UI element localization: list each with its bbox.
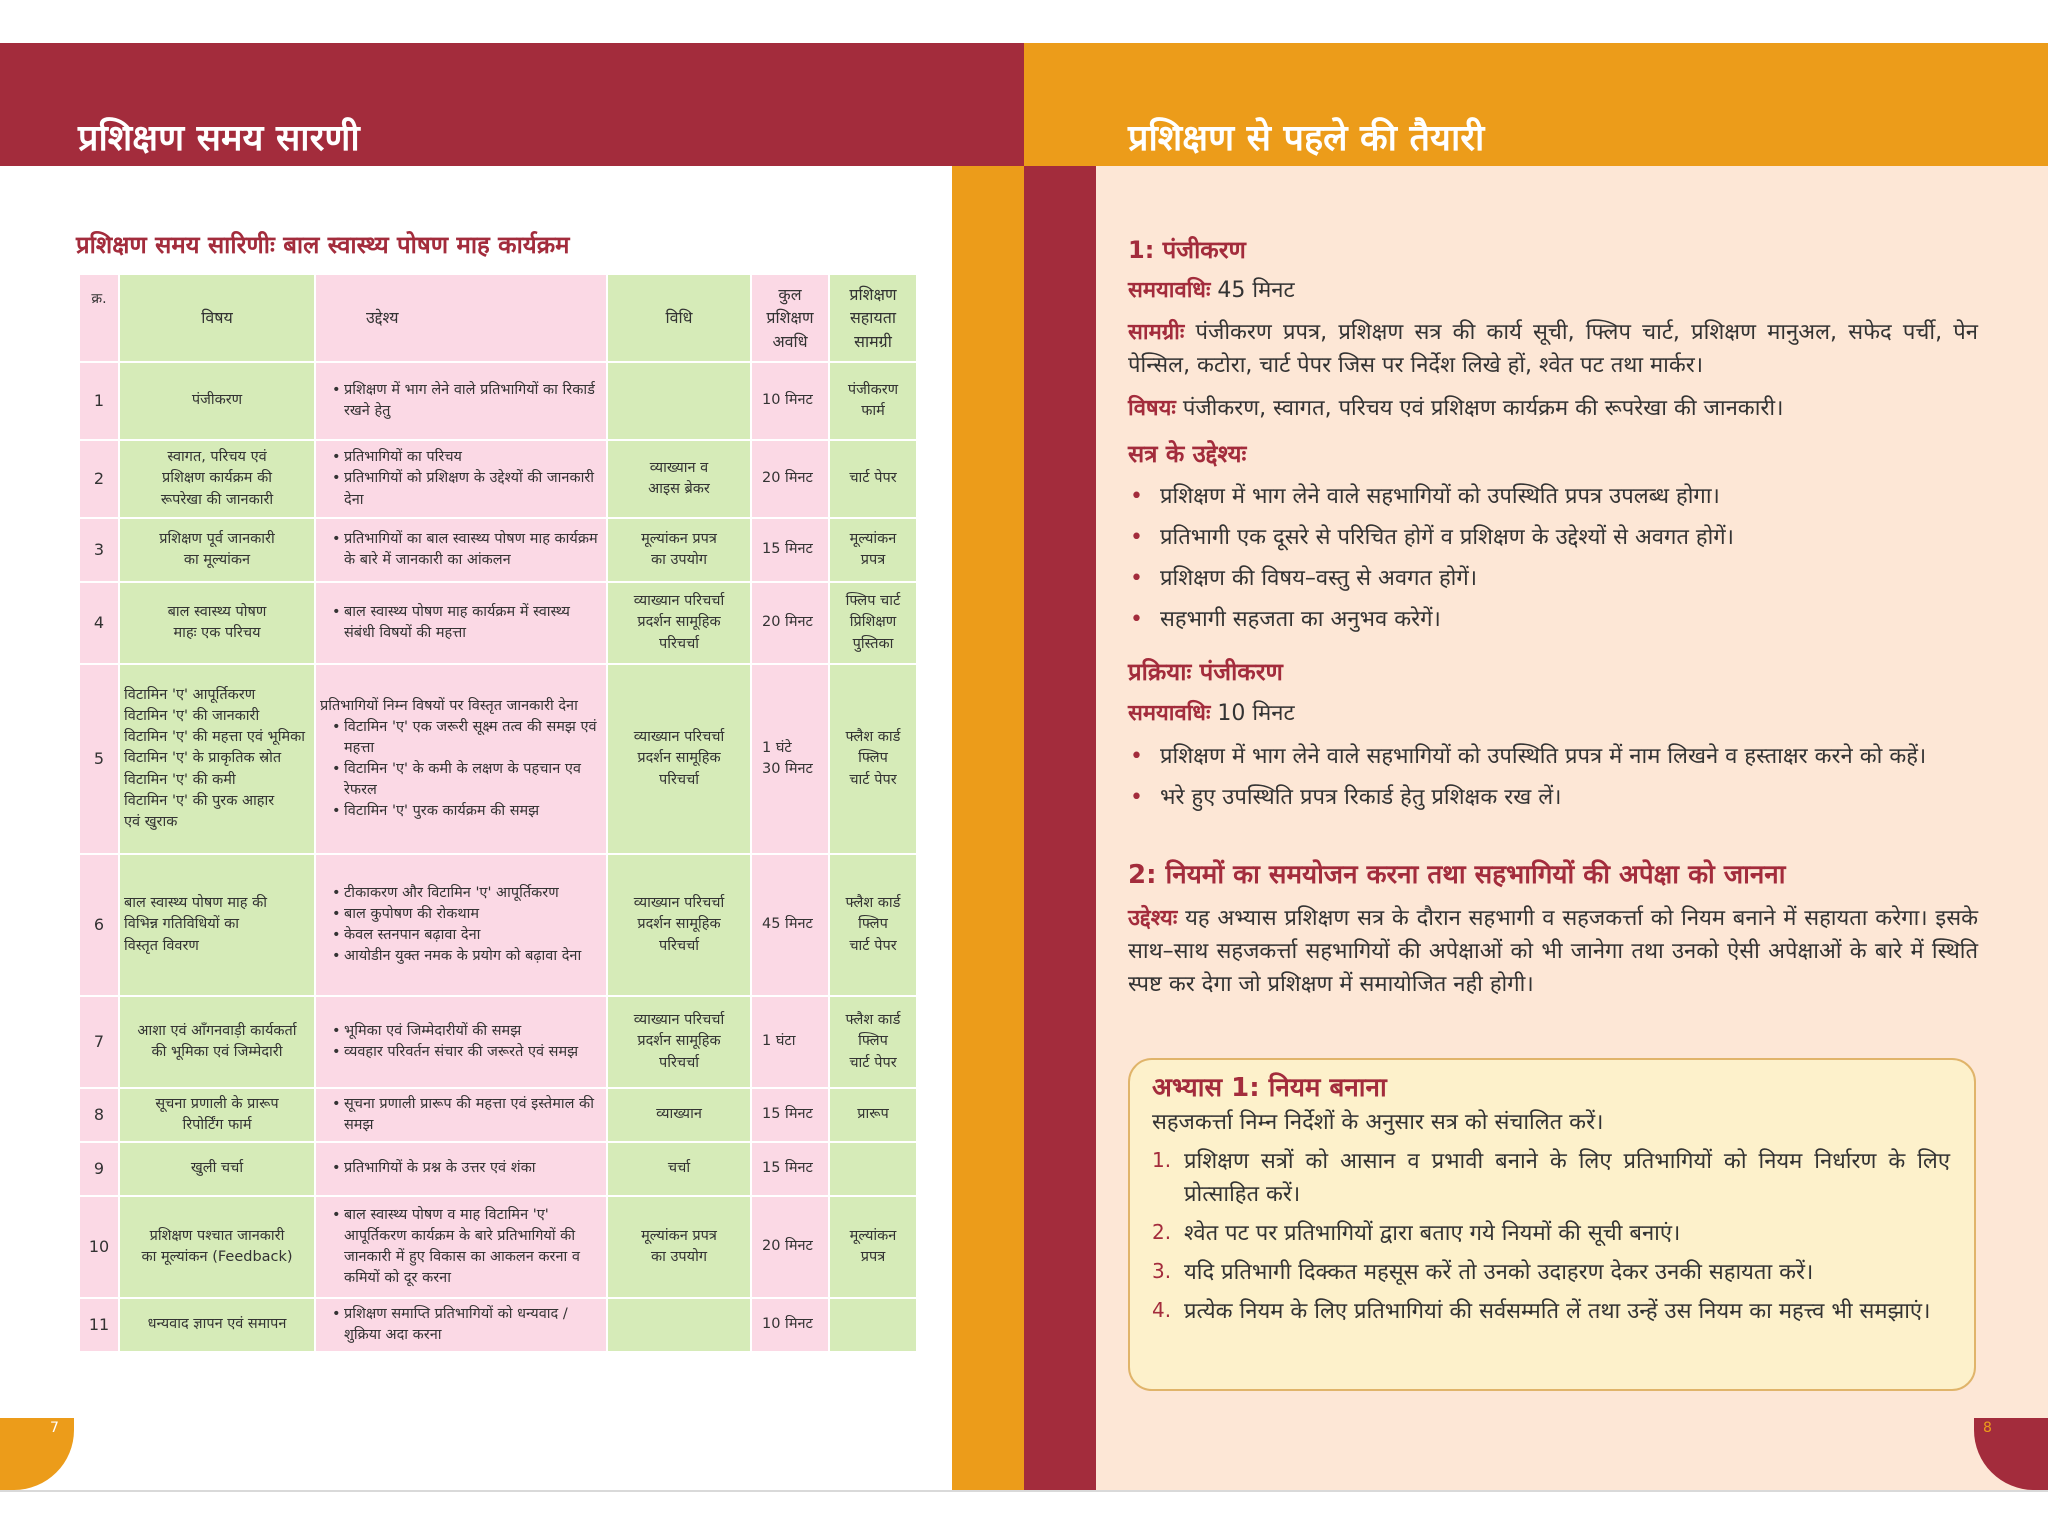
row-material: मूल्यांकन प्रपत्र — [829, 518, 917, 582]
schedule-table-body — [79, 362, 917, 1352]
left-page-title: प्रशिक्षण समय सारणी — [78, 118, 360, 159]
left-page-number: 7 — [50, 1420, 59, 1436]
section-1-duration: समयावधिः 45 मिनट — [1128, 278, 1295, 303]
row-number: 11 — [79, 1298, 119, 1352]
row-subject: प्रशिक्षण पूर्व जानकारी का मूल्यांकन — [119, 518, 315, 582]
row-objective: • प्रशिक्षण समाप्ति प्रतिभागियों को धन्यवाद / शुक्रिया अदा करना — [315, 1298, 607, 1352]
row-method: व्याख्यान परिचर्चा प्रदर्शन सामूहिक परिचर्चा — [607, 996, 751, 1088]
table-row — [79, 362, 917, 440]
row-duration: 45 मिनट — [751, 854, 829, 996]
schedule-table — [78, 273, 918, 1353]
row-subject: बाल स्वास्थ्य पोषण माह की विभिन्न गतिविधियों का विस्तृत विवरण — [119, 854, 315, 996]
bottom-border — [0, 1490, 2048, 1492]
row-material: चार्ट पेपर — [829, 440, 917, 518]
row-number: 8 — [79, 1088, 119, 1142]
row-method — [607, 362, 751, 440]
list-item: 1. प्रशिक्षण सत्रों को आसान व प्रभावी बनाने के लिए प्रतिभागियों को नियम निर्धारण के लिए प्रोत्साहित करें। — [1152, 1148, 1950, 1208]
spine-red-strip — [1024, 166, 1096, 1490]
row-subject: पंजीकरण — [119, 362, 315, 440]
row-subject: विटामिन 'ए' आपूर्तिकरण विटामिन 'ए' की जानकारी विटामिन 'ए' की महत्ता एवं भूमिका विटामिन 'ए' के प्राकृतिक स्रोत विटामिन 'ए' की कमी विटामिन 'ए' की पुरक आहार एवं खुराक — [119, 664, 315, 854]
row-objective: • सूचना प्रणाली प्रारूप की महत्ता एवं इस्तेमाल की समझ — [315, 1088, 607, 1142]
list-item: 3. यदि प्रतिभागी दिक्कत महसूस करें तो उनको उदाहरण देकर उनकी सहायता करें। — [1152, 1259, 1814, 1286]
process-list — [1128, 740, 1978, 822]
list-item: • प्रशिक्षण की विषय–वस्तु से अवगत होगें। — [1128, 562, 1978, 595]
table-row — [79, 1298, 917, 1352]
table-row — [79, 664, 917, 854]
header-subject: विषय — [119, 274, 315, 362]
table-row — [79, 1142, 917, 1196]
row-duration: 20 मिनट — [751, 582, 829, 664]
table-row — [79, 854, 917, 996]
row-method: चर्चा — [607, 1142, 751, 1196]
section-2-title: 2: नियमों का समयोजन करना तथा सहभागियों की अपेक्षा को जानना — [1128, 860, 1786, 890]
row-objective: • प्रतिभागियों का परिचय • प्रतिभागियों को प्रशिक्षण के उद्देश्यों की जानकारी देना — [315, 440, 607, 518]
exercise-steps — [1152, 1145, 1950, 1328]
row-method: व्याख्यान — [607, 1088, 751, 1142]
table-row — [79, 582, 917, 664]
row-duration: 1 घंटा — [751, 996, 829, 1088]
header-method: विधि — [607, 274, 751, 362]
row-material — [829, 1142, 917, 1196]
row-duration: 1 घंटे 30 मिनट — [751, 664, 829, 854]
row-number: 4 — [79, 582, 119, 664]
row-method: व्याख्यान परिचर्चा प्रदर्शन सामूहिक परिचर्चा — [607, 854, 751, 996]
row-method: व्याख्यान व आइस ब्रेकर — [607, 440, 751, 518]
list-item: • प्रतिभागी एक दूसरे से परिचित होगें व प्रशिक्षण के उद्देश्यों से अवगत होगें। — [1128, 521, 1978, 554]
row-subject: बाल स्वास्थ्य पोषण माहः एक परिचय — [119, 582, 315, 664]
objectives-list — [1128, 480, 1978, 644]
row-number: 6 — [79, 854, 119, 996]
list-item: 4. प्रत्येक नियम के लिए प्रतिभागियां की सर्वसम्मति लें तथा उन्हें उस नियम का महत्त्व भी समझाएं। — [1152, 1298, 1931, 1325]
row-material — [829, 1298, 917, 1352]
right-page-number: 8 — [1983, 1420, 1992, 1436]
row-subject: धन्यवाद ज्ञापन एवं समापन — [119, 1298, 315, 1352]
section-1-subject: विषयः पंजीकरण, स्वागत, परिचय एवं प्रशिक्षण कार्यक्रम की रूपरेखा की जानकारी। — [1128, 396, 1784, 421]
row-duration: 20 मिनट — [751, 1196, 829, 1298]
row-objective: • प्रशिक्षण में भाग लेने वाले प्रतिभागियों का रिकार्ड रखने हेतु — [315, 362, 607, 440]
row-objective: • भूमिका एवं जिम्मेदारीयों की समझ • व्यवहार परिवर्तन संचार की जरूरते एवं समझ — [315, 996, 607, 1088]
row-duration: 10 मिनट — [751, 362, 829, 440]
row-duration: 20 मिनट — [751, 440, 829, 518]
row-objective: • प्रतिभागियों के प्रश्न के उत्तर एवं शंका — [315, 1142, 607, 1196]
list-item: • सहभागी सहजता का अनुभव करेगें। — [1128, 603, 1978, 636]
process-duration: समयावधिः 10 मिनट — [1128, 701, 1295, 726]
row-method — [607, 1298, 751, 1352]
row-material: फ्लिप चार्ट प्रिशिक्षण पुस्तिका — [829, 582, 917, 664]
row-number: 2 — [79, 440, 119, 518]
row-number: 3 — [79, 518, 119, 582]
row-material: फ्लैश कार्ड फ्लिप चार्ट पेपर — [829, 996, 917, 1088]
row-objective: • टीकाकरण और विटामिन 'ए' आपूर्तिकरण • बाल कुपोषण की रोकथाम • केवल स्तनपान बढ़ावा देना • आयोडीन युक्त नमक के प्रयोग को बढ़ावा देना — [315, 854, 607, 996]
table-row — [79, 996, 917, 1088]
row-material: पंजीकरण फार्म — [829, 362, 917, 440]
row-subject: खुली चर्चा — [119, 1142, 315, 1196]
row-duration: 10 मिनट — [751, 1298, 829, 1352]
row-number: 1 — [79, 362, 119, 440]
list-item: • प्रशिक्षण में भाग लेने वाले सहभागियों को उपस्थिति प्रपत्र उपलब्ध होगा। — [1128, 480, 1978, 513]
objectives-title: सत्र के उद्देश्यः — [1128, 440, 1247, 468]
row-material: प्रारूप — [829, 1088, 917, 1142]
row-objective: • प्रतिभागियों का बाल स्वास्थ्य पोषण माह कार्यक्रम के बारे में जानकारी का आंकलन — [315, 518, 607, 582]
table-row — [79, 1088, 917, 1142]
row-objective: • बाल स्वास्थ्य पोषण व माह विटामिन 'ए' आपूर्तिकरण कार्यक्रम के बारे प्रतिभागियों की जानकारी में हुए विकास का आकलन करना व कमियों को दूर करना — [315, 1196, 607, 1298]
list-item: • भरे हुए उपस्थिति प्रपत्र रिकार्ड हेतु प्रशिक्षक रख लें। — [1128, 781, 1978, 814]
process-title: प्रक्रियाः पंजीकरण — [1128, 658, 1283, 686]
header-duration: कुल प्रशिक्षण अवधि — [751, 274, 829, 362]
spine-orange-strip — [952, 166, 1024, 1490]
table-header-row — [79, 274, 917, 362]
row-subject: प्रशिक्षण पश्चात जानकारी का मूल्यांकन (Feedback) — [119, 1196, 315, 1298]
header-sn: क्र. — [79, 274, 119, 362]
row-material: फ्लैश कार्ड फ्लिप चार्ट पेपर — [829, 664, 917, 854]
row-material: मूल्यांकन प्रपत्र — [829, 1196, 917, 1298]
header-material: प्रशिक्षण सहायता सामग्री — [829, 274, 917, 362]
row-number: 5 — [79, 664, 119, 854]
row-method: व्याख्यान परिचर्चा प्रदर्शन सामूहिक परिचर्चा — [607, 664, 751, 854]
row-method: मूल्यांकन प्रपत्र का उपयोग — [607, 518, 751, 582]
row-method: व्याख्यान परिचर्चा प्रदर्शन सामूहिक परिचर्चा — [607, 582, 751, 664]
row-subject: सूचना प्रणाली के प्रारूप रिपोर्टिंग फार्म — [119, 1088, 315, 1142]
section-1-title: 1: पंजीकरण — [1128, 236, 1246, 264]
table-row — [79, 518, 917, 582]
table-row — [79, 440, 917, 518]
row-subject: स्वागत, परिचय एवं प्रशिक्षण कार्यक्रम की रूपरेखा की जानकारी — [119, 440, 315, 518]
row-objective: • बाल स्वास्थ्य पोषण माह कार्यक्रम में स्वास्थ्य संबंधी विषयों की महत्ता — [315, 582, 607, 664]
row-material: फ्लैश कार्ड फ्लिप चार्ट पेपर — [829, 854, 917, 996]
table-row — [79, 1196, 917, 1298]
list-item: • प्रशिक्षण में भाग लेने वाले सहभागियों को उपस्थिति प्रपत्र में नाम लिखने व हस्ताक्षर करने को कहें। — [1128, 740, 1978, 773]
list-item: 2. श्वेत पट पर प्रतिभागियों द्वारा बताए गये नियमों की सूची बनाएं। — [1152, 1220, 1681, 1247]
row-subject: आशा एवं आँगनवाड़ी कार्यकर्ता की भूमिका एवं जिम्मेदारी — [119, 996, 315, 1088]
schedule-subtitle: प्रशिक्षण समय सारिणीः बाल स्वास्थ्य पोषण माह कार्यक्रम — [76, 231, 570, 259]
row-duration: 15 मिनट — [751, 1142, 829, 1196]
header-objective: उद्देश्य — [315, 274, 607, 362]
row-duration: 15 मिनट — [751, 518, 829, 582]
section-2-objective: उद्देश्यः यह अभ्यास प्रशिक्षण सत्र के दौरान सहभागी व सहजकर्त्ता को नियम बनाने में सहायता करेगा। इसके साथ–साथ सहजकर्त्ता सहभागियों की अपेक्षाओं को भी जानेगा तथा उनको ऐसी अपेक्षाओं के बारे में स्थिति स्पष्ट कर देगा जो प्रशिक्षण में समायोजित नही होगी। — [1128, 906, 1978, 997]
right-page-title: प्रशिक्षण से पहले की तैयारी — [1128, 118, 1485, 159]
exercise-title: अभ्यास 1: नियम बनाना — [1152, 1073, 1387, 1103]
exercise-intro: सहजकर्त्ता निम्न निर्देशों के अनुसार सत्र को संचालित करें। — [1152, 1110, 1604, 1136]
row-method: मूल्यांकन प्रपत्र का उपयोग — [607, 1196, 751, 1298]
row-number: 7 — [79, 996, 119, 1088]
row-objective: प्रतिभागियों निम्न विषयों पर विस्तृत जानकारी देना • विटामिन 'ए' एक जरूरी सूक्ष्म तत्व की समझ एवं महत्ता • विटामिन 'ए' के कमी के लक्षण के पहचान एव रेफरल • विटामिन 'ए' पुरक कार्यक्रम की समझ — [315, 664, 607, 854]
row-number: 9 — [79, 1142, 119, 1196]
row-number: 10 — [79, 1196, 119, 1298]
exercise-box — [1128, 1058, 1976, 1391]
row-duration: 15 मिनट — [751, 1088, 829, 1142]
section-1-material: सामग्रीः पंजीकरण प्रपत्र, प्रशिक्षण सत्र की कार्य सूची, फ्लिप चार्ट, प्रशिक्षण मानुअल, सफेद पर्ची, पेन पेन्सिल, कटोरा, चार्ट पेपर जिस पर निर्देश लिखे हों, श्वेत पट तथा मार्कर। — [1128, 320, 1978, 378]
